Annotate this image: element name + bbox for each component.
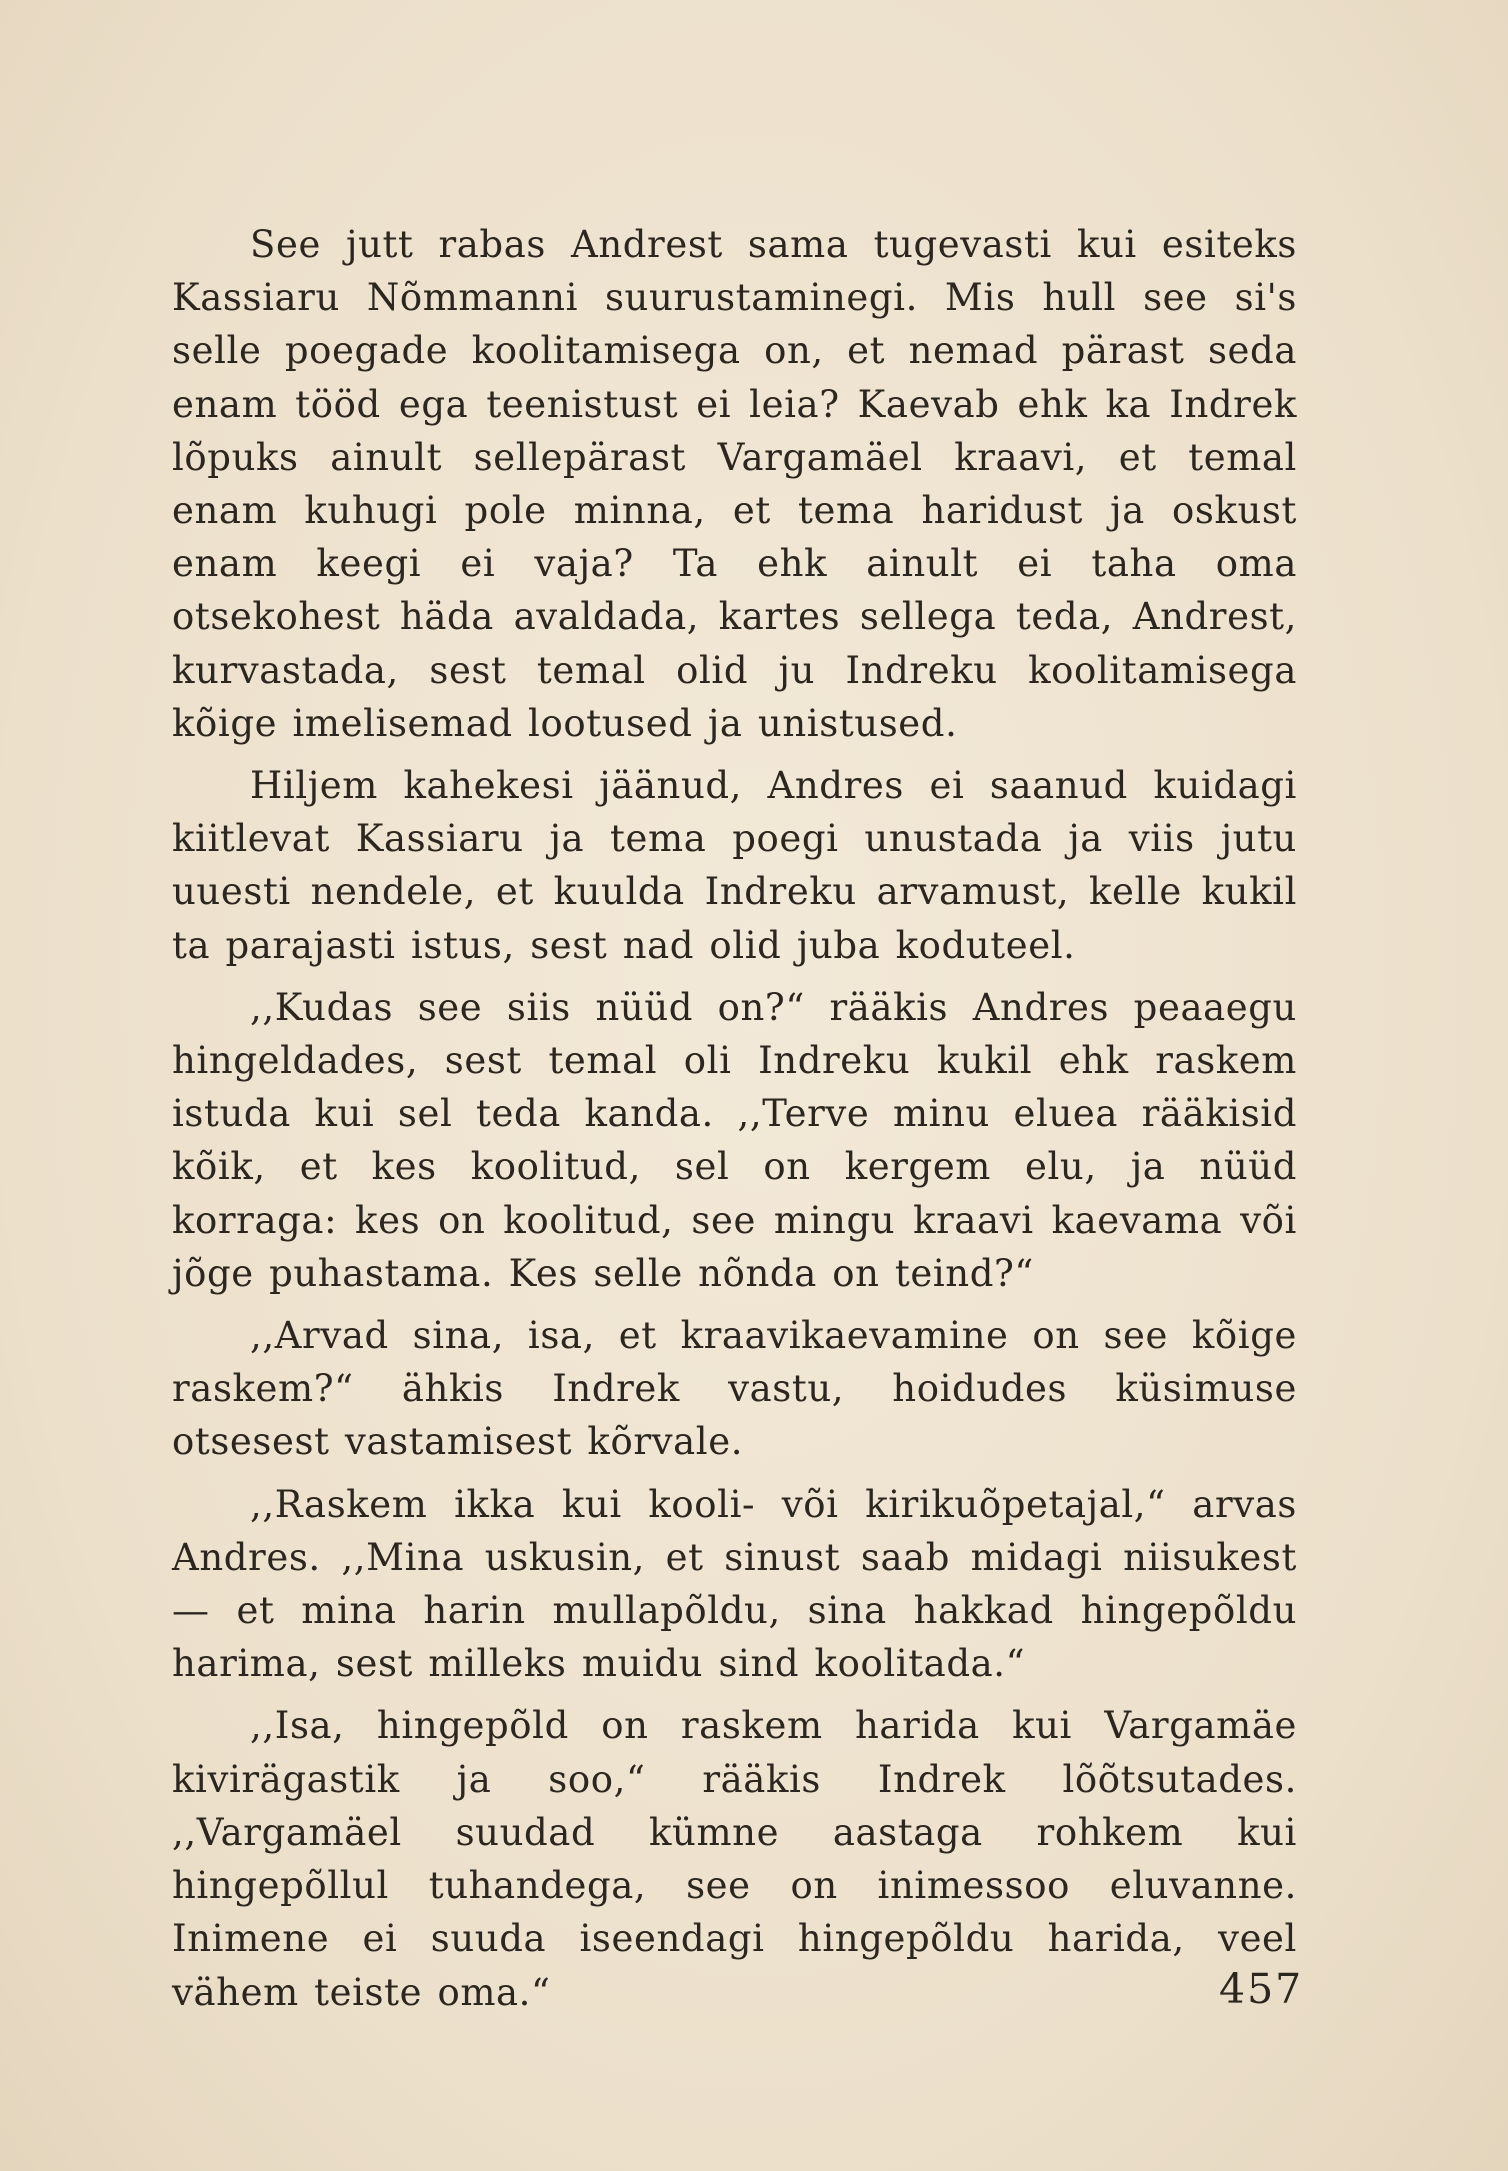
paragraph-1: See jutt rabas Andrest sama tugevasti kui esiteks Kassiaru Nõmmanni suurustaminegi. Mis hull see si's selle poegade koolitamisega on, et nemad pärast seda enam tööd ega teenistust ei leia? Kaevab ehk ka Indrek lõpuks ainult sellepärast Vargamäel kraavi, et temal enam kuhugi pole minna, et tema haridust ja oskust enam keegi ei vaja? Ta ehk ainult ei taha oma otsekohest häda avaldada, kartes sellega teda, Andrest, kurvastada, sest temal olid ju Indreku koolitamisega kõige imelisemad lootused ja unistused. (172, 223, 1297, 745)
paragraph-2: Hiljem kahekesi jäänud, Andres ei saanud kuidagi kiitlevat Kassiaru ja tema poegi unustada ja viis jutu uuesti nendele, et kuulda Indreku arvamust, kelle kukil ta parajasti istus, sest nad olid juba koduteel. (172, 764, 1297, 967)
paragraph-3: ,,Kudas see siis nüüd on?“ rääkis Andres peaaegu hingeldades, sest temal oli Indreku kukil ehk raskem istuda kui sel teda kanda. ,,Terve minu eluea rääkisid kõik, et kes koolitud, sel on kergem elu, ja nüüd korraga: kes on koolitud, see mingu kraavi kaevama või jõge puhastama. Kes selle nõnda on teind?“ (172, 985, 1297, 1295)
body-text (172, 218, 1297, 2028)
page-number: 457 (1219, 1965, 1304, 2013)
paragraph-4: ,,Arvad sina, isa, et kraavikaevamine on see kõige raskem?“ ähkis Indrek vastu, hoidudes küsimuse otsesest vastamisest kõrvale. (172, 1314, 1297, 1464)
paragraph-5: ,,Raskem ikka kui kooli- või kirikuõpetajal,“ arvas Andres. ,,Mina uskusin, et sinust saab midagi niisukest — et mina harin mullapõldu, sina hakkad hingepõldu harima, sest milleks muidu sind koolitada.“ (172, 1482, 1297, 1686)
paragraph-6: ,,Isa, hingepõld on raskem harida kui Vargamäe kivirägastik ja soo,“ rääkis Indrek lõõtsutades. ,,Vargamäel suudad kümne aastaga rohkem kui hingepõllul tuhandega, see on inimessoo eluvanne. Inimene ei suuda iseendagi hingepõldu harida, veel vähem teiste oma.“ (172, 1704, 1297, 2014)
